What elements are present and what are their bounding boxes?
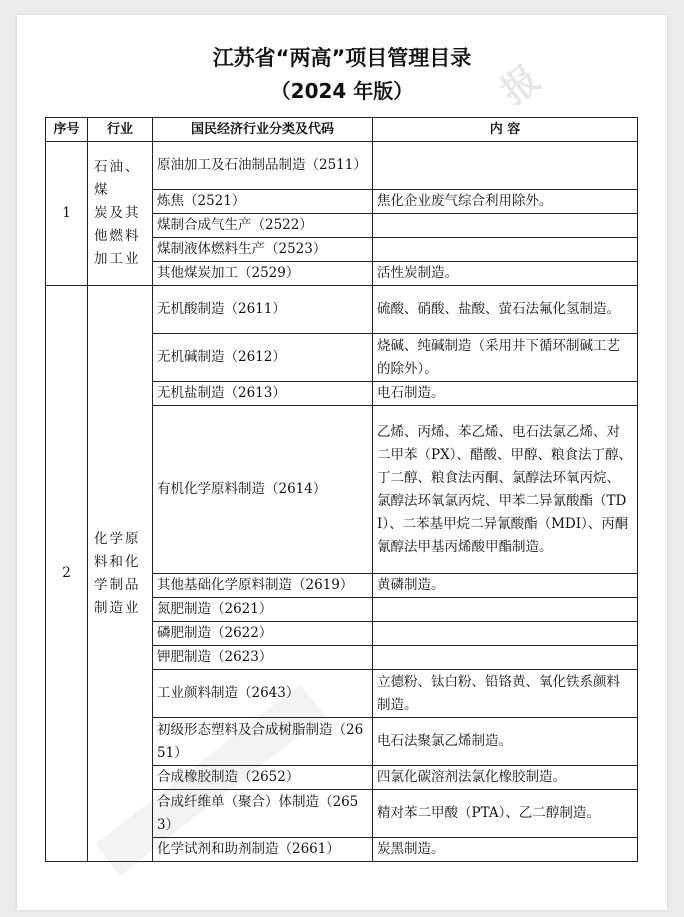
classification-cell: 初级形态塑料及合成树脂制造（2651）	[153, 718, 373, 766]
industry-cell	[88, 142, 153, 286]
content-cell: 立德粉、钛白粉、铅铬黄、氧化铁系颜料制造。	[373, 670, 638, 718]
row-number: 2	[46, 286, 88, 862]
classification-cell: 原油加工及石油制品制造（2511）	[153, 142, 373, 190]
classification-cell: 煤制合成气生产（2522）	[153, 214, 373, 238]
content-cell: 焦化企业废气综合利用除外。	[373, 190, 638, 214]
classification-cell: 无机盐制造（2613）	[153, 382, 373, 406]
content-cell	[373, 646, 638, 670]
content-cell: 黄磷制造。	[373, 574, 638, 598]
classification-cell: 无机碱制造（2612）	[153, 334, 373, 382]
table-header-row	[46, 118, 638, 142]
classification-cell: 磷肥制造（2622）	[153, 622, 373, 646]
classification-cell: 化学试剂和助剂制造（2661）	[153, 838, 373, 862]
industry-line: 化学原	[94, 530, 141, 547]
classification-cell: 煤制液体燃料生产（2523）	[153, 238, 373, 262]
classification-cell: 有机化学原料制造（2614）	[153, 406, 373, 574]
content-cell	[373, 142, 638, 190]
content-cell	[373, 598, 638, 622]
classification-cell: 炼焦（2521）	[153, 190, 373, 214]
content-cell	[373, 214, 638, 238]
classification-cell: 钾肥制造（2623）	[153, 646, 373, 670]
header-classification: 国民经济行业分类及代码	[153, 118, 373, 142]
content-cell	[373, 238, 638, 262]
content-cell: 炭黑制造。	[373, 838, 638, 862]
row-number: 1	[46, 142, 88, 286]
header-content: 内 容	[373, 118, 638, 142]
content-cell	[373, 622, 638, 646]
document-subtitle: （2024 年版）	[270, 79, 414, 103]
content-cell: 电石法聚氯乙烯制造。	[373, 718, 638, 766]
content-cell: 烧碱、纯碱制造（采用井下循环制碱工艺的除外）。	[373, 334, 638, 382]
classification-cell: 合成橡胶制造（2652）	[153, 766, 373, 790]
content-cell: 精对苯二甲酸（PTA）、乙二醇制造。	[373, 790, 638, 838]
header-number: 序号	[46, 118, 88, 142]
classification-cell: 其他基础化学原料制造（2619）	[153, 574, 373, 598]
table-row	[46, 142, 638, 190]
industry-line: 料和化	[94, 553, 141, 570]
watermark-text: 报	[493, 53, 554, 113]
industry-line: 他燃料	[94, 228, 141, 244]
document-title: 江苏省“两高”项目管理目录	[212, 46, 472, 70]
content-cell: 活性炭制造。	[373, 262, 638, 286]
content-cell: 乙烯、丙烯、苯乙烯、电石法氯乙烯、对二甲苯（PX）、醋酸、甲醇、粮食法丁醇、丁二醇、粮食法丙酮、氯醇法环氧丙烷、氯醇法环氧氯丙烷、甲苯二异氰酸酯（TDI）、二苯基甲烷二异氰酸酯（MDI）、丙酮氰醇法甲基丙烯酸甲酯制造。	[373, 406, 638, 574]
classification-cell: 氮肥制造（2621）	[153, 598, 373, 622]
industry-line: 炭及其	[94, 205, 141, 221]
industry-line: 石油、煤	[94, 159, 141, 198]
industry-line: 加工业	[94, 251, 141, 267]
catalog-table	[45, 117, 638, 862]
classification-cell: 工业颜料制造（2643）	[153, 670, 373, 718]
table-row	[46, 286, 638, 334]
content-cell: 电石制造。	[373, 382, 638, 406]
classification-cell: 无机酸制造（2611）	[153, 286, 373, 334]
header-industry: 行业	[88, 118, 153, 142]
content-cell: 硫酸、硝酸、盐酸、萤石法氟化氢制造。	[373, 286, 638, 334]
industry-line: 制造业	[94, 599, 141, 616]
industry-line: 学制品	[94, 576, 141, 593]
classification-cell: 其他煤炭加工（2529）	[153, 262, 373, 286]
classification-cell: 合成纤维单（聚合）体制造（2653）	[153, 790, 373, 838]
content-cell: 四氯化碳溶剂法氯化橡胶制造。	[373, 766, 638, 790]
industry-cell	[88, 286, 153, 862]
